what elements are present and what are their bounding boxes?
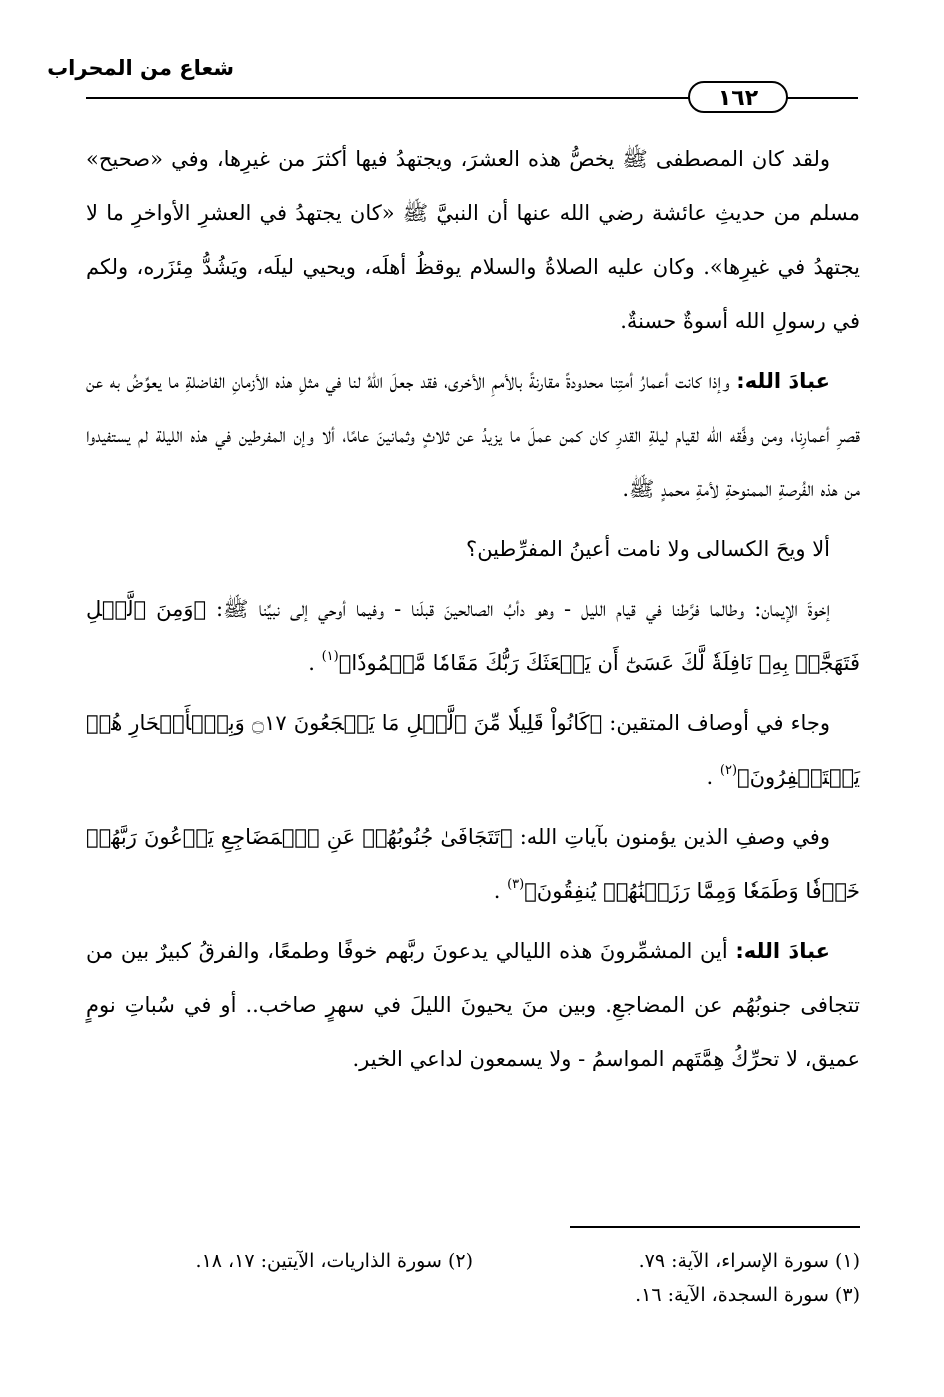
paragraph-2	[86, 354, 860, 516]
footnote-ref-1: (١)	[321, 649, 339, 664]
paragraph-1: ولقد كان المصطفى ﷺ يخصُّ هذه العشرَ، ويجتهدُ فيها أكثرَ من غيرِها، وفي «صحيح» مسلم من حديثِ عائشة رضي الله عنها أن النبيَّ ﷺ «كان يجتهدُ في العشرِ الأواخرِ ما لا يجتهدُ في غيرِها». وكان عليه الصلاةُ والسلام يوقظُ أهلَه، ويحيي ليلَه، ويَشُدُّ مِئزَره، ولكم في رسولِ الله أسوةٌ حسنةٌ.	[86, 147, 860, 333]
paragraph-7-lead: عبادَ الله:	[735, 939, 830, 963]
paragraph-7	[86, 924, 860, 1086]
running-title: شعاع من المحراب	[47, 56, 234, 80]
body-text	[86, 132, 860, 1092]
footnote-row-1	[86, 1244, 860, 1278]
paragraph-6: وفي وصفِ الذين يؤمنون بآياتِ الله: ﴿تَتَجَافَىٰ جُنُوبُهُمۡ عَنِ ٱلۡمَضَاجِعِ يَدۡعُونَ رَبَّهُمۡ خَوۡفٗا وَطَمَعٗا وَمِمَّا رَزَقۡنَٰهُمۡ يُنفِقُونَ﴾$^{(٣)}$ .	[86, 825, 860, 903]
footnote-2: (٢) سورة الذاريات، الآيتين: ١٧، ١٨.	[195, 1250, 473, 1272]
paragraph-3: ألا ويحَ الكسالى ولا نامت أعينُ المفرِّطين؟	[466, 537, 830, 561]
page-number: ١٦٢	[688, 81, 788, 113]
footnote-3: (٣) سورة السجدة، الآية: ١٦.	[635, 1284, 860, 1306]
paragraph-5-text: وجاء في أوصاف المتقين:	[602, 711, 830, 735]
footnote-ref-2: (٢)	[719, 763, 738, 778]
paragraph-4: إخوةَ الإيمان: وطالما فرَّطنا في قيام الليل - وهو دأبُ الصالحينَ قبلَنا - وفيما أوحي إلى نبيِّنا ﷺ: ﴿وَمِنَ ٱلَّيۡلِ فَتَهَجَّدۡ بِهِۦ نَافِلَةٗ لَّكَ عَسَىٰٓ أَن يَبۡعَثَكَ رَبُّكَ مَقَامٗا مَّحۡمُودٗا﴾$^{(١)}$ .	[86, 597, 860, 675]
footnotes	[86, 1244, 860, 1312]
paragraph-2-lead: عبادَ الله:	[736, 369, 830, 393]
footnote-ref-3: (٣)	[507, 877, 525, 892]
footnote-rule	[570, 1226, 860, 1228]
footnote-row-2	[86, 1278, 860, 1312]
paragraph-6-text: وفي وصفِ الذين يؤمنون بآياتِ الله:	[512, 825, 830, 849]
footnote-1: (١) سورة الإسراء، الآية: ٧٩.	[638, 1250, 860, 1272]
quran-verse-isra: ﴿وَمِنَ ٱلَّيۡلِ فَتَهَجَّدۡ بِهِۦ نَافِلَةٗ لَّكَ عَسَىٰٓ أَن يَبۡعَثَكَ رَبُّكَ مَقَامٗا مَّحۡمُودٗا﴾	[86, 597, 860, 675]
quran-verse-sajda: ﴿تَتَجَافَىٰ جُنُوبُهُمۡ عَنِ ٱلۡمَضَاجِعِ يَدۡعُونَ رَبَّهُمۡ خَوۡفٗا وَطَمَعٗا وَمِمَّا رَزَقۡنَٰهُمۡ يُنفِقُونَ﴾	[86, 825, 860, 903]
paragraph-4-text: إخوةَ الإيمان: وطالما فرَّطنا في قيام الليل - وهو دأبُ الصالحينَ قبلَنا - وفيما أوحي إلى نبيِّنا ﷺ:	[206, 597, 831, 621]
quran-verse-dhariyat: ﴿كَانُواْ قَلِيلٗا مِّنَ ٱلَّيۡلِ مَا يَهۡجَعُونَ ۝١٧ وَبِٱلۡأَسۡحَارِ هُمۡ يَسۡتَغۡفِرُونَ﴾	[86, 711, 860, 789]
paragraph-5: وجاء في أوصاف المتقين: ﴿كَانُواْ قَلِيلٗا مِّنَ ٱلَّيۡلِ مَا يَهۡجَعُونَ ۝١٧ وَبِٱلۡأَسۡحَارِ هُمۡ يَسۡتَغۡفِرُونَ﴾$^{(٢)}$ .	[86, 711, 860, 789]
paragraph-2-text: وإذا كانت أعمارُ أمتِنا محدودةً مقارنةً بالأممِ الأخرى، فقد جعلَ اللهُ لنا في مثلِ هذه الأزمانِ الفاضلةِ ما يعوِّضُ به عن قصرِ أعمارِنا، ومن وفَّقه الله لقيام ليلةِ القدرِ كان كمن عملَ ما يزيدُ عن ثلاثٍ وثمانينَ عامًا، ألا وإن المفرطين في هذه الليلة لم يستفيدوا من هذه الفُرصةِ الممنوحةِ لأمةِ محمدٍ ﷺ.	[86, 369, 860, 501]
paragraph-7-text: أين المشمِّرونَ هذه الليالي يدعونَ ربَّهم خوفًا وطمعًا، والفرقُ كبيرٌ بين من تتجافى جنوبُهُم عن المضاجعِ. وبين منَ يحيونَ الليلَ في سهرٍ صاخب.. أو في سُباتِ نومٍ عميق، لا تحرِّكُ هِمَّتَهم المواسمُ - ولا يسمعون لداعي الخير.	[86, 939, 860, 1071]
